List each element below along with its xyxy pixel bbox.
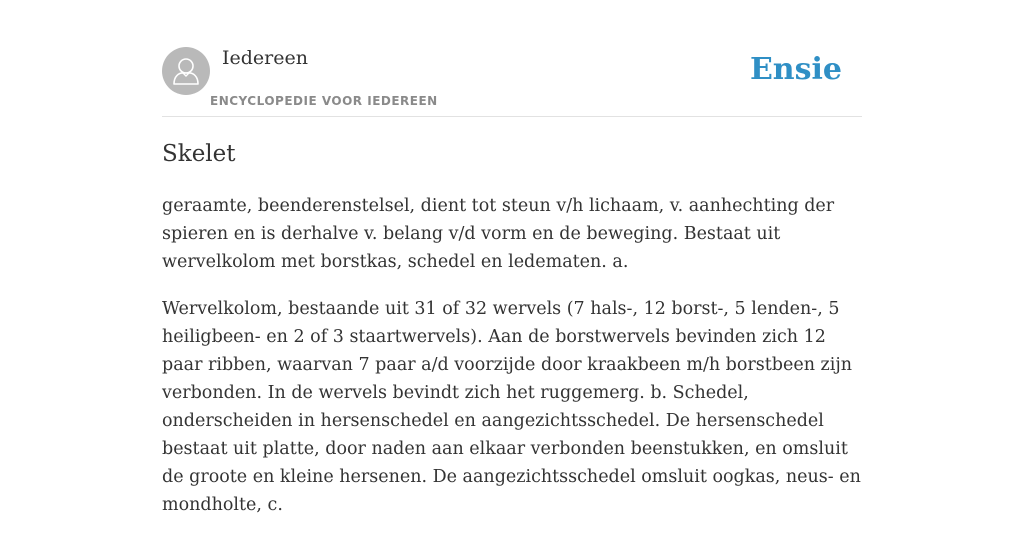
author-name[interactable]: Iedereen [222,47,308,69]
paragraph: Wervelkolom, bestaande uit 31 of 32 wervels (7 hals-, 12 borst-, 5 lenden-, 5 heiligbeen- en 2 of 3 staartwervels). Aan de borstwervels bevinden zich 12 paar ribben, waarvan 7 paar a/d voorzijde door kraakbeen m/h borstbeen zijn verbonden. In de wervels bevindt zich het ruggemerg. b. Schedel, onderscheiden in hersenschedel en aangezichtsschedel. De hersenschedel bestaat uit platte, door naden aan elkaar verbonden beenstukken, en omsluit de groote en kleine hersenen. De aangezichtsschedel omsluit oogkas, neus- en mondholte, c. [162,299,861,515]
tagline: ENCYCLOPEDIE VOOR IEDEREEN [210,94,438,108]
avatar[interactable] [162,47,210,95]
paragraph: geraamte, beenderenstelsel, dient tot steun v/h lichaam, v. aanhechting der spieren en is derhalve v. belang v/d vorm en de beweging. Bestaat uit wervelkolom met borstkas, schedel en ledematen. a. [162,196,835,272]
page [162,0,862,515]
article-body [162,192,862,538]
header [162,0,862,117]
article-title: Skelet [162,141,236,167]
brand-logo[interactable]: Ensie [749,52,842,87]
user-outline-icon [162,47,210,95]
